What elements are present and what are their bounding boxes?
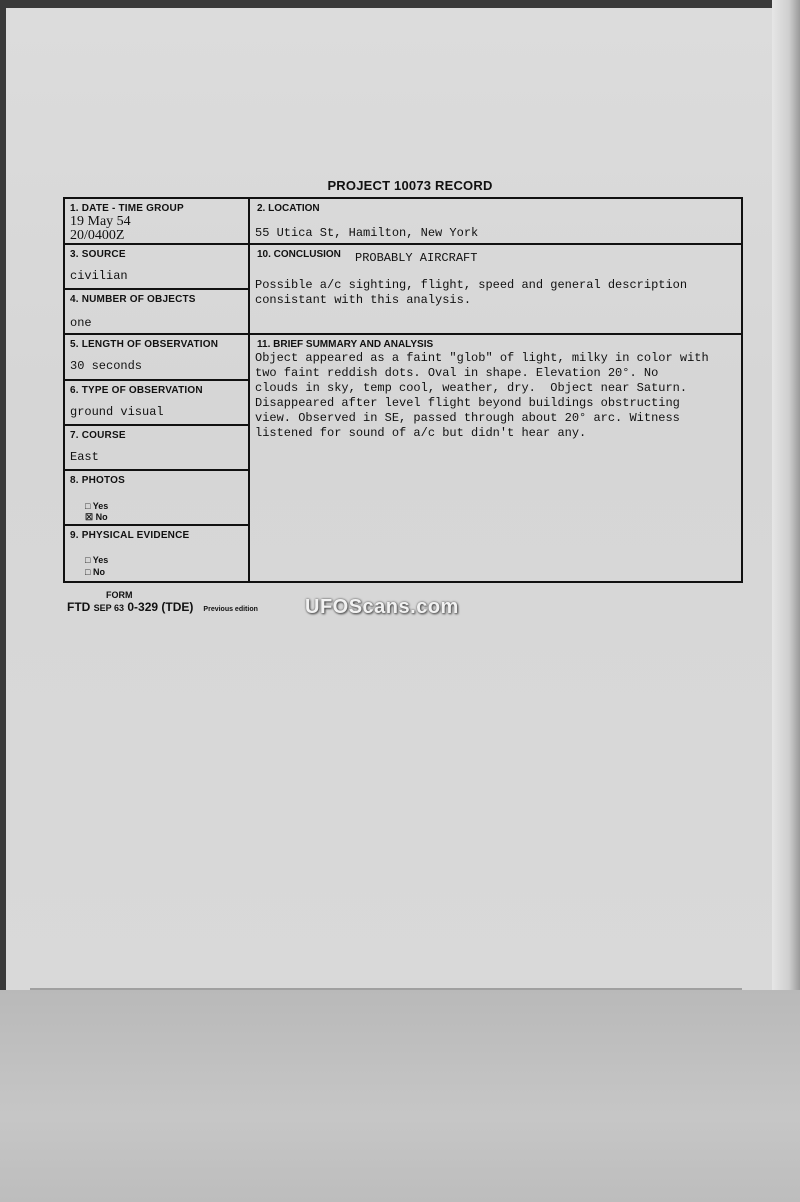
right-column [250,199,741,581]
summary-line-3: clouds in sky, temp cool, weather, dry. Object near Saturn. [255,381,688,395]
field-course [65,426,248,471]
location-value: 55 Utica St, Hamilton, New York [255,226,479,240]
summary-line-6: listened for sound of a/c but didn't hear any. [255,426,587,440]
photos-yes-checkbox: □ [85,501,91,511]
photos-no-checkbox: ☒ [85,512,94,522]
summary-line-2: two faint reddish dots. Oval in shape. Elevation 20°. No [255,366,659,380]
watermark: UFOScans.com [305,596,459,618]
field-summary [250,335,741,583]
footer-number: 0-329 (TDE) [127,600,194,614]
evidence-no-label: No [92,567,105,577]
page-edge [772,0,800,990]
field-location [250,199,741,245]
summary-label: 11. BRIEF SUMMARY AND ANALYSIS [257,339,434,350]
summary-line-1: Object appeared as a faint "glob" of light, milky in color with [255,351,709,365]
record-form [63,197,743,583]
field-number-of-objects [65,290,248,335]
length-of-observation-label: 5. LENGTH OF OBSERVATION [70,339,219,350]
photos-no-option [85,512,108,523]
photos-label: 8. PHOTOS [70,475,125,486]
field-type-of-observation [65,381,248,426]
evidence-yes-option [85,555,108,565]
footer-form-label: FORM [106,590,133,600]
field-physical-evidence [65,526,248,583]
evidence-yes-label: Yes [92,555,109,565]
background-surface [0,990,800,1202]
date-value: 19 May 54 [70,214,131,229]
footer-note: Previous edition [203,606,258,613]
date-time-label: 1. DATE - TIME GROUP [70,203,184,214]
type-of-observation-label: 6. TYPE OF OBSERVATION [70,385,203,396]
field-source [65,245,248,290]
evidence-no-option [85,567,105,577]
conclusion-value: PROBABLY AIRCRAFT [355,251,478,265]
footer-ftd: FTD [67,600,91,614]
photos-yes-option [85,501,108,511]
evidence-no-checkbox: □ [85,567,91,577]
course-value: East [70,450,99,464]
photos-yes-label: Yes [92,501,109,511]
source-value: civilian [70,269,128,283]
source-label: 3. SOURCE [70,249,126,260]
type-of-observation-value: ground visual [70,405,164,419]
course-label: 7. COURSE [70,430,126,441]
field-conclusion [250,245,741,335]
summary-line-5: view. Observed in SE, passed through about 20° arc. Witness [255,411,680,425]
conclusion-text-line-2: consistant with this analysis. [255,293,472,307]
form-footer [67,600,258,614]
conclusion-text-line-1: Possible a/c sighting, flight, speed and general description [255,278,688,292]
physical-evidence-label: 9. PHYSICAL EVIDENCE [70,530,190,541]
evidence-yes-checkbox: □ [85,555,91,565]
field-length-of-observation [65,335,248,381]
number-of-objects-value: one [70,316,92,330]
footer-date: SEP 63 [93,603,125,613]
length-of-observation-value: 30 seconds [70,359,143,373]
photos-no-label: No [95,512,108,522]
number-of-objects-label: 4. NUMBER OF OBJECTS [70,294,196,305]
time-value: 20/0400Z [70,228,125,243]
location-label: 2. LOCATION [257,203,320,214]
record-title: PROJECT 10073 RECORD [327,178,493,193]
field-photos [65,471,248,526]
summary-line-4: Disappeared after level flight beyond buildings obstructing [255,396,680,410]
conclusion-label: 10. CONCLUSION [257,249,341,260]
field-date-time [65,199,248,245]
left-column [65,199,250,581]
